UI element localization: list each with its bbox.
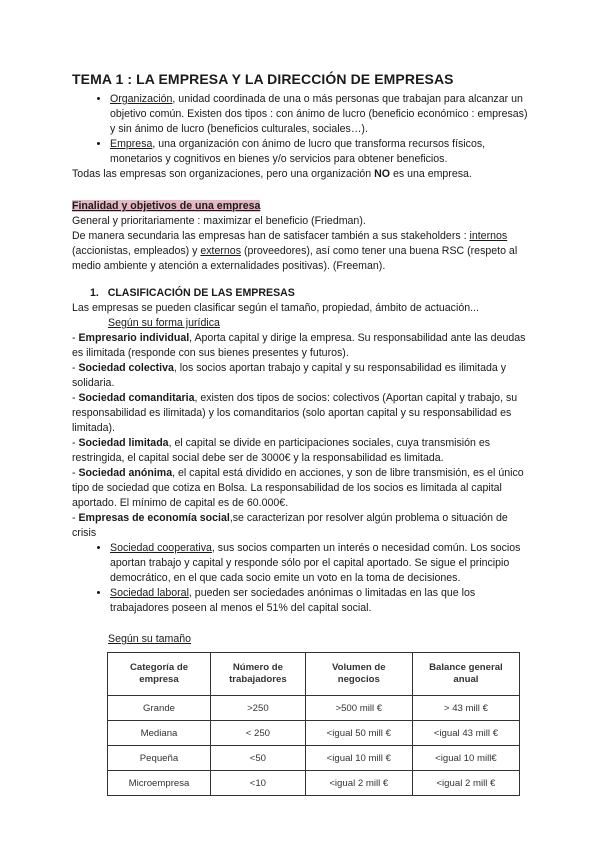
table-header-row: [108, 653, 520, 696]
table-header-cell: Balance general anual: [412, 653, 519, 696]
table-cell: <igual 43 mill €: [412, 721, 519, 746]
paragraph-text: (proveedores), así como tener una buena RSC (respeto al medio ambiente y atención a externalidades positivas). (Freeman).: [72, 245, 518, 272]
dash: -: [72, 512, 79, 524]
term-laboral: Sociedad laboral: [110, 587, 189, 599]
term-organizacion: Organización: [110, 93, 173, 105]
stakeholders-paragraph: [72, 229, 528, 274]
table-row: [108, 696, 520, 721]
table-header-cell: Volumen de negocios: [305, 653, 412, 696]
list-item: [110, 92, 528, 137]
table-cell: <igual 10 mill€: [412, 746, 519, 771]
company-type-name: Sociedad anónima: [78, 467, 173, 479]
table-cell: Pequeña: [108, 746, 211, 771]
subheading-text: Según su forma jurídica: [108, 317, 220, 329]
intro-bullet-list: [72, 92, 528, 167]
dash: -: [72, 467, 79, 479]
company-type-item: [72, 331, 528, 361]
company-type-text: , existen dos tipos de socios: colectivos (Aportan capital y trabajo, su responsabilidad es ilimitada) y los comanditarios (solo aportan capital y su responsabilidad es limitada).: [72, 392, 518, 434]
company-type-name: Sociedad colectiva: [78, 362, 174, 374]
dash: -: [72, 362, 79, 374]
intro-note-text: Todas las empresas son organizaciones, pero una organización: [72, 168, 375, 180]
section-heading-text: CLASIFICACIÓN DE LAS EMPRESAS: [107, 287, 295, 299]
paragraph-text: (accionistas, empleados) y: [72, 245, 201, 257]
company-type-name: Empresas de economía social: [78, 512, 230, 524]
section-number: 1.: [90, 287, 99, 299]
table-cell: <igual 2 mill €: [305, 771, 412, 796]
table-header-cell: Categoría de empresa: [108, 653, 211, 696]
company-type-name: Empresario individual: [78, 332, 190, 344]
company-type-text: , los socios aportan trabajo y capital y su responsabilidad es ilimitada y solidaria.: [72, 362, 506, 389]
table-cell: <igual 2 mill €: [412, 771, 519, 796]
finalidad-paragraph: General y prioritariamente : maximizar el beneficio (Friedman).: [72, 215, 366, 227]
table-cell: <50: [211, 746, 306, 771]
table-cell: Microempresa: [108, 771, 211, 796]
document-page: [72, 70, 528, 796]
term-empresa: Empresa: [110, 138, 153, 150]
subheading-juridica: [72, 316, 528, 331]
finalidad-heading: [72, 199, 528, 214]
table-cell: < 250: [211, 721, 306, 746]
company-type-name: Sociedad limitada: [78, 437, 169, 449]
company-type-item: [72, 511, 528, 541]
table-row: [108, 721, 520, 746]
company-type-text: , el capital se divide en participaciones sociales, cuya transmisión es restringida, el capital social debe ser de 3000€ y la responsabilidad es limitada.: [72, 437, 491, 464]
paragraph-text: De manera secundaria las empresas han de satisfacer también a sus stakeholders :: [72, 230, 470, 242]
clasificacion-intro: Las empresas se pueden clasificar según el tamaño, propiedad, ámbito de actuación...: [72, 302, 479, 314]
intro-note: [72, 167, 528, 182]
dash: -: [72, 392, 79, 404]
company-type-item: [72, 466, 528, 511]
table-cell: >250: [211, 696, 306, 721]
table-cell: Grande: [108, 696, 211, 721]
company-type-name: Sociedad comanditaria: [78, 392, 195, 404]
company-type-text: , Aporta capital y dirige la empresa. Su responsabilidad ante las deudas es ilimitada (responde con sus bienes presentes y futuros).: [72, 332, 526, 359]
list-item: [110, 586, 528, 616]
section-heading-clasificacion: [72, 286, 528, 301]
social-economy-list: [72, 541, 528, 616]
table-row: [108, 746, 520, 771]
intro-note-text: es una empresa.: [390, 168, 472, 180]
intro-note-bold: NO: [374, 168, 390, 180]
subheading-text: Según su tamaño: [108, 633, 192, 645]
dash: -: [72, 437, 79, 449]
page-title: TEMA 1 : LA EMPRESA Y LA DIRECCIÓN DE EMPRESAS: [72, 71, 454, 87]
table-cell: > 43 mill €: [412, 696, 519, 721]
list-item: [110, 137, 528, 167]
table-cell: <igual 10 mill €: [305, 746, 412, 771]
table-cell: <10: [211, 771, 306, 796]
company-type-text: , el capital está dividido en acciones, y son de libre transmisión, es el único tipo de sociedad que cotiza en Bolsa. La responsabilidad de los socios es limitada al capital aportado. El mínimo de capital es de 60.000€.: [72, 467, 524, 509]
size-table: [107, 652, 520, 796]
term-definition: , pueden ser sociedades anónimas o limitadas en las que los trabajadores poseen al menos el 51% del capital social.: [110, 587, 476, 614]
externos-term: externos: [200, 245, 241, 257]
subheading-tamano: [72, 632, 528, 647]
dash: -: [72, 332, 79, 344]
company-type-item: [72, 391, 528, 436]
table-row: [108, 771, 520, 796]
table-cell: Mediana: [108, 721, 211, 746]
term-definition: , sus socios comparten un interés o necesidad común. Los socios aportan trabajo y capital y responde sólo por el capital aportado. Se sigue el principio democrático, en el que cada socio emite un voto en la toma de decisiones.: [110, 542, 521, 584]
internos-term: internos: [469, 230, 508, 242]
company-type-item: [72, 436, 528, 466]
finalidad-heading-text: Finalidad y objetivos de una empresa: [72, 200, 261, 212]
table-cell: >500 mill €: [305, 696, 412, 721]
term-definition: , una organización con ánimo de lucro que transforma recursos físicos, monetarios y cognitivos en bienes y/o servicios para obtener beneficios.: [110, 138, 486, 165]
term-definition: , unidad coordinada de una o más personas que trabajan para alcanzar un objetivo común. Existen dos tipos : con ánimo de lucro (beneficio económico : empresas) y sin ánimo de lucro (beneficios culturales, sociales…).: [110, 93, 528, 135]
table-cell: <igual 50 mill €: [305, 721, 412, 746]
list-item: [110, 541, 528, 586]
term-cooperativa: Sociedad cooperativa: [110, 542, 212, 554]
company-type-item: [72, 361, 528, 391]
table-header-cell: Número de trabajadores: [211, 653, 306, 696]
company-type-text: ,se caracterizan por resolver algún problema o situación de crisis: [72, 512, 508, 539]
